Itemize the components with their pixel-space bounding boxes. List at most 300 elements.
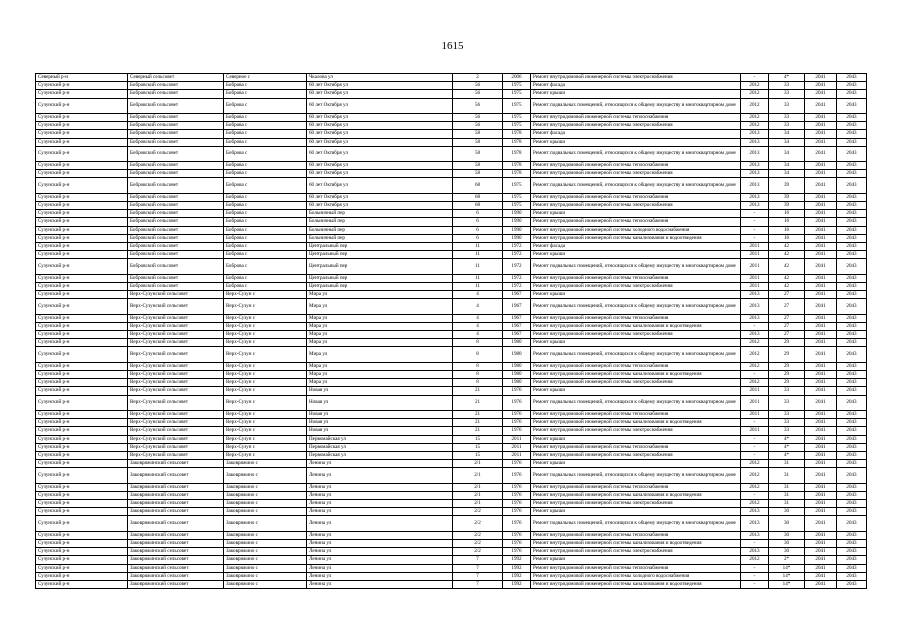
planned-year-cell: 2013 xyxy=(741,202,769,210)
street-cell: 60 лет Октября ул xyxy=(307,202,453,210)
council-cell: Заковряжинский сельсовет xyxy=(128,491,224,499)
locality-cell: Верх-Сузун с xyxy=(224,435,307,443)
planned-year-cell: 2012 xyxy=(741,556,769,564)
table-row xyxy=(36,548,867,556)
build-year-cell: 1975 xyxy=(503,82,531,90)
house-number-cell: 21 xyxy=(453,387,503,395)
table-row xyxy=(36,427,867,435)
council-cell: Верх-Сузунский сельсовет xyxy=(128,362,224,370)
street-cell: 60 лет Октября ул xyxy=(307,90,453,98)
planned-year-cell: 2013 xyxy=(741,291,769,299)
apartments-cell: 16 xyxy=(769,234,805,242)
district-cell: Сузунский р-н xyxy=(36,218,128,226)
period-start-cell: 2041 xyxy=(805,242,837,250)
street-cell: Ленина ул xyxy=(307,468,453,483)
apartments-cell: 33 xyxy=(769,90,805,98)
period-end-cell: 2043 xyxy=(837,540,867,548)
house-number-cell: 7 xyxy=(453,572,503,580)
work-type-cell: Ремонт внутридомовой инженерной системы канализования и водоотведения xyxy=(531,419,741,427)
street-cell: Мира ул xyxy=(307,379,453,387)
district-cell: Сузунский р-н xyxy=(36,540,128,548)
street-cell: 60 лет Октября ул xyxy=(307,122,453,130)
council-cell: Верх-Сузунский сельсовет xyxy=(128,314,224,322)
work-type-cell: Ремонт внутридомовой инженерной системы канализования и водоотведения xyxy=(531,371,741,379)
street-cell: Мира ул xyxy=(307,314,453,322)
period-end-cell: 2043 xyxy=(837,443,867,451)
work-type-cell: Ремонт внутридомовой инженерной системы электроснабжения xyxy=(531,74,741,82)
period-end-cell: 2043 xyxy=(837,435,867,443)
district-cell: Сузунский р-н xyxy=(36,130,128,138)
work-type-cell: Ремонт внутридомовой инженерной системы теплоснабжения xyxy=(531,113,741,121)
period-end-cell: 2043 xyxy=(837,98,867,113)
street-cell: Первомайская ул xyxy=(307,435,453,443)
repair-register-table xyxy=(35,73,867,589)
apartments-cell: 27 xyxy=(769,314,805,322)
work-type-cell: Ремонт внутридомовой инженерной системы электроснабжения xyxy=(531,170,741,178)
locality-cell: Верх-Сузун с xyxy=(224,331,307,339)
street-cell: Ленина ул xyxy=(307,500,453,508)
work-type-cell: Ремонт подвальных помещений, относящихся к общему имуществу в многоквартирном доме xyxy=(531,146,741,161)
table-row xyxy=(36,314,867,322)
district-cell: Сузунский р-н xyxy=(36,291,128,299)
planned-year-cell: 2011 xyxy=(741,259,769,274)
street-cell: 60 лет Октября ул xyxy=(307,146,453,161)
house-number-cell: 58 xyxy=(453,130,503,138)
period-end-cell: 2043 xyxy=(837,218,867,226)
work-type-cell: Ремонт внутридомовой инженерной системы теплоснабжения xyxy=(531,531,741,539)
period-end-cell: 2043 xyxy=(837,556,867,564)
work-type-cell: Ремонт внутридомовой инженерной системы электроснабжения xyxy=(531,548,741,556)
apartments-cell: 33 xyxy=(769,419,805,427)
table-row xyxy=(36,113,867,121)
planned-year-cell: - xyxy=(741,491,769,499)
planned-year-cell: 2011 xyxy=(741,282,769,290)
planned-year-cell: 2013 xyxy=(741,531,769,539)
planned-year-cell: 2011 xyxy=(741,410,769,418)
table-row xyxy=(36,580,867,588)
period-start-cell: 2041 xyxy=(805,202,837,210)
district-cell: Сузунский р-н xyxy=(36,162,128,170)
table-row xyxy=(36,130,867,138)
council-cell: Верх-Сузунский сельсовет xyxy=(128,299,224,314)
house-number-cell: 2/2 xyxy=(453,508,503,516)
work-type-cell: Ремонт крыши xyxy=(531,251,741,259)
planned-year-cell: - xyxy=(741,226,769,234)
planned-year-cell: 2013 xyxy=(741,299,769,314)
build-year-cell: 2011 xyxy=(503,435,531,443)
apartments-cell: 34 xyxy=(769,170,805,178)
table-row xyxy=(36,251,867,259)
planned-year-cell: 2012 xyxy=(741,90,769,98)
council-cell: Бобровский сельсовет xyxy=(128,282,224,290)
work-type-cell: Ремонт фасада xyxy=(531,82,741,90)
house-number-cell: 8 xyxy=(453,362,503,370)
apartments-cell: 29 xyxy=(769,362,805,370)
build-year-cell: 1992 xyxy=(503,564,531,572)
locality-cell: Заковряжино с xyxy=(224,468,307,483)
district-cell: Сузунский р-н xyxy=(36,468,128,483)
locality-cell: Верх-Сузун с xyxy=(224,299,307,314)
build-year-cell: 1972 xyxy=(503,274,531,282)
house-number-cell: 4 xyxy=(453,322,503,330)
period-end-cell: 2043 xyxy=(837,82,867,90)
work-type-cell: Ремонт подвальных помещений, относящихся к общему имуществу в многоквартирном доме xyxy=(531,299,741,314)
locality-cell: Заковряжино с xyxy=(224,500,307,508)
planned-year-cell: 2012 xyxy=(741,339,769,347)
apartments-cell: 33 xyxy=(769,98,805,113)
period-end-cell: 2043 xyxy=(837,322,867,330)
table-row xyxy=(36,226,867,234)
street-cell: 60 лет Октября ул xyxy=(307,138,453,146)
house-number-cell: 11 xyxy=(453,282,503,290)
build-year-cell: 2006 xyxy=(503,74,531,82)
period-end-cell: 2043 xyxy=(837,483,867,491)
district-cell: Сузунский р-н xyxy=(36,82,128,90)
street-cell: Новая ул xyxy=(307,387,453,395)
council-cell: Верх-Сузунский сельсовет xyxy=(128,451,224,459)
house-number-cell: 56 xyxy=(453,122,503,130)
apartments-cell: 39 xyxy=(769,202,805,210)
apartments-cell: 27 xyxy=(769,291,805,299)
table-row xyxy=(36,540,867,548)
house-number-cell: 58 xyxy=(453,138,503,146)
build-year-cell: 1975 xyxy=(503,122,531,130)
house-number-cell: 2/1 xyxy=(453,483,503,491)
apartments-cell: 34 xyxy=(769,162,805,170)
build-year-cell: 1972 xyxy=(503,251,531,259)
table-row xyxy=(36,210,867,218)
street-cell: Центральный пер xyxy=(307,259,453,274)
period-start-cell: 2041 xyxy=(805,443,837,451)
apartments-cell: 14* xyxy=(769,564,805,572)
work-type-cell: Ремонт крыши xyxy=(531,556,741,564)
apartments-cell: 42 xyxy=(769,274,805,282)
period-end-cell: 2043 xyxy=(837,170,867,178)
period-start-cell: 2041 xyxy=(805,178,837,193)
apartments-cell: 42 xyxy=(769,251,805,259)
build-year-cell: 1978 xyxy=(503,138,531,146)
district-cell: Сузунский р-н xyxy=(36,210,128,218)
locality-cell: Боброва с xyxy=(224,146,307,161)
planned-year-cell: - xyxy=(741,218,769,226)
street-cell: Новая ул xyxy=(307,410,453,418)
locality-cell: Верх-Сузун с xyxy=(224,347,307,362)
district-cell: Сузунский р-н xyxy=(36,556,128,564)
period-end-cell: 2043 xyxy=(837,202,867,210)
locality-cell: Верх-Сузун с xyxy=(224,427,307,435)
planned-year-cell: - xyxy=(741,234,769,242)
locality-cell: Верх-Сузун с xyxy=(224,322,307,330)
period-start-cell: 2041 xyxy=(805,218,837,226)
build-year-cell: 1990 xyxy=(503,210,531,218)
period-end-cell: 2043 xyxy=(837,74,867,82)
locality-cell: Заковряжино с xyxy=(224,540,307,548)
district-cell: Сузунский р-н xyxy=(36,379,128,387)
house-number-cell: 68 xyxy=(453,193,503,201)
planned-year-cell: 2013 xyxy=(741,162,769,170)
district-cell: Сузунский р-н xyxy=(36,282,128,290)
table-row xyxy=(36,460,867,468)
period-start-cell: 2041 xyxy=(805,556,837,564)
planned-year-cell: - xyxy=(741,564,769,572)
street-cell: Первомайская ул xyxy=(307,451,453,459)
apartments-cell: 27 xyxy=(769,331,805,339)
district-cell: Сузунский р-н xyxy=(36,122,128,130)
period-start-cell: 2041 xyxy=(805,540,837,548)
build-year-cell: 1972 xyxy=(503,282,531,290)
period-start-cell: 2041 xyxy=(805,491,837,499)
work-type-cell: Ремонт крыши xyxy=(531,138,741,146)
street-cell: Центральный пер xyxy=(307,242,453,250)
work-type-cell: Ремонт крыши xyxy=(531,460,741,468)
council-cell: Заковряжинский сельсовет xyxy=(128,556,224,564)
apartments-cell: 39 xyxy=(769,178,805,193)
district-cell: Сузунский р-н xyxy=(36,564,128,572)
district-cell: Сузунский р-н xyxy=(36,500,128,508)
table-row xyxy=(36,138,867,146)
period-start-cell: 2041 xyxy=(805,90,837,98)
street-cell: Больничный пер xyxy=(307,234,453,242)
house-number-cell: 58 xyxy=(453,170,503,178)
house-number-cell: 8 xyxy=(453,339,503,347)
work-type-cell: Ремонт крыши xyxy=(531,508,741,516)
locality-cell: Верх-Сузун с xyxy=(224,410,307,418)
table-row xyxy=(36,362,867,370)
locality-cell: Боброва с xyxy=(224,98,307,113)
apartments-cell: 34 xyxy=(769,130,805,138)
period-end-cell: 2043 xyxy=(837,395,867,410)
table-row xyxy=(36,82,867,90)
work-type-cell: Ремонт внутридомовой инженерной системы теплоснабжения xyxy=(531,483,741,491)
table-row xyxy=(36,322,867,330)
locality-cell: Боброва с xyxy=(224,90,307,98)
locality-cell: Верх-Сузун с xyxy=(224,387,307,395)
apartments-cell: 33 xyxy=(769,395,805,410)
planned-year-cell: 2011 xyxy=(741,387,769,395)
build-year-cell: 1972 xyxy=(503,242,531,250)
build-year-cell: 1976 xyxy=(503,548,531,556)
period-end-cell: 2043 xyxy=(837,379,867,387)
build-year-cell: 1980 xyxy=(503,371,531,379)
period-end-cell: 2043 xyxy=(837,234,867,242)
locality-cell: Верх-Сузун с xyxy=(224,395,307,410)
period-end-cell: 2043 xyxy=(837,90,867,98)
district-cell: Сузунский р-н xyxy=(36,202,128,210)
period-start-cell: 2041 xyxy=(805,74,837,82)
work-type-cell: Ремонт фасада xyxy=(531,130,741,138)
work-type-cell: Ремонт внутридомовой инженерной системы электроснабжения xyxy=(531,282,741,290)
council-cell: Верх-Сузунский сельсовет xyxy=(128,419,224,427)
period-end-cell: 2043 xyxy=(837,460,867,468)
district-cell: Сузунский р-н xyxy=(36,508,128,516)
build-year-cell: 1976 xyxy=(503,427,531,435)
period-end-cell: 2043 xyxy=(837,516,867,531)
table-row xyxy=(36,435,867,443)
build-year-cell: 1975 xyxy=(503,193,531,201)
work-type-cell: Ремонт внутридомовой инженерной системы теплоснабжения xyxy=(531,362,741,370)
locality-cell: Верх-Сузун с xyxy=(224,419,307,427)
table-row xyxy=(36,371,867,379)
table-row xyxy=(36,274,867,282)
table-row xyxy=(36,443,867,451)
locality-cell: Боброва с xyxy=(224,82,307,90)
district-cell: Сузунский р-н xyxy=(36,251,128,259)
period-end-cell: 2043 xyxy=(837,508,867,516)
build-year-cell: 1976 xyxy=(503,395,531,410)
build-year-cell: 1980 xyxy=(503,379,531,387)
period-end-cell: 2043 xyxy=(837,387,867,395)
apartments-cell: 33 xyxy=(769,427,805,435)
locality-cell: Боброва с xyxy=(224,226,307,234)
period-start-cell: 2041 xyxy=(805,146,837,161)
council-cell: Бобровский сельсовет xyxy=(128,170,224,178)
period-start-cell: 2041 xyxy=(805,531,837,539)
table-row xyxy=(36,500,867,508)
apartments-cell: 31 xyxy=(769,460,805,468)
council-cell: Бобровский сельсовет xyxy=(128,178,224,193)
period-start-cell: 2041 xyxy=(805,508,837,516)
planned-year-cell: 2011 xyxy=(741,427,769,435)
street-cell: Больничный пер xyxy=(307,226,453,234)
build-year-cell: 1976 xyxy=(503,531,531,539)
table-row xyxy=(36,410,867,418)
district-cell: Сузунский р-н xyxy=(36,193,128,201)
period-start-cell: 2041 xyxy=(805,387,837,395)
street-cell: Мира ул xyxy=(307,291,453,299)
period-start-cell: 2041 xyxy=(805,347,837,362)
planned-year-cell: 2012 xyxy=(741,500,769,508)
build-year-cell: 1976 xyxy=(503,468,531,483)
period-end-cell: 2043 xyxy=(837,138,867,146)
street-cell: Центральный пер xyxy=(307,282,453,290)
work-type-cell: Ремонт крыши xyxy=(531,339,741,347)
locality-cell: Заковряжино с xyxy=(224,564,307,572)
period-end-cell: 2043 xyxy=(837,274,867,282)
house-number-cell: 68 xyxy=(453,178,503,193)
district-cell: Сузунский р-н xyxy=(36,371,128,379)
build-year-cell: 1967 xyxy=(503,314,531,322)
district-cell: Сузунский р-н xyxy=(36,443,128,451)
street-cell: 60 лет Октября ул xyxy=(307,82,453,90)
council-cell: Верх-Сузунский сельсовет xyxy=(128,322,224,330)
district-cell: Сузунский р-н xyxy=(36,178,128,193)
house-number-cell: 11 xyxy=(453,242,503,250)
street-cell: Больничный пер xyxy=(307,218,453,226)
street-cell: 60 лет Октября ул xyxy=(307,193,453,201)
work-type-cell: Ремонт внутридомовой инженерной системы теплоснабжения xyxy=(531,274,741,282)
street-cell: Ленина ул xyxy=(307,580,453,588)
street-cell: Мира ул xyxy=(307,347,453,362)
apartments-cell: 30 xyxy=(769,516,805,531)
build-year-cell: 1992 xyxy=(503,580,531,588)
locality-cell: Боброва с xyxy=(224,138,307,146)
apartments-cell: 42 xyxy=(769,259,805,274)
apartments-cell: 4* xyxy=(769,435,805,443)
planned-year-cell: 2013 xyxy=(741,516,769,531)
council-cell: Верх-Сузунский сельсовет xyxy=(128,379,224,387)
period-start-cell: 2041 xyxy=(805,410,837,418)
council-cell: Верх-Сузунский сельсовет xyxy=(128,291,224,299)
planned-year-cell: - xyxy=(741,322,769,330)
build-year-cell: 2011 xyxy=(503,451,531,459)
work-type-cell: Ремонт внутридомовой инженерной системы электроснабжения xyxy=(531,122,741,130)
apartments-cell: 33 xyxy=(769,113,805,121)
period-start-cell: 2041 xyxy=(805,314,837,322)
house-number-cell: 8 xyxy=(453,347,503,362)
council-cell: Заковряжинский сельсовет xyxy=(128,483,224,491)
district-cell: Сузунский р-н xyxy=(36,226,128,234)
apartments-cell: 2* xyxy=(769,556,805,564)
locality-cell: Заковряжино с xyxy=(224,516,307,531)
table-row xyxy=(36,531,867,539)
planned-year-cell: 2013 xyxy=(741,138,769,146)
street-cell: Больничный пер xyxy=(307,210,453,218)
period-start-cell: 2041 xyxy=(805,362,837,370)
build-year-cell: 1967 xyxy=(503,331,531,339)
district-cell: Сузунский р-н xyxy=(36,98,128,113)
period-end-cell: 2043 xyxy=(837,410,867,418)
street-cell: Ленина ул xyxy=(307,531,453,539)
locality-cell: Заковряжино с xyxy=(224,508,307,516)
planned-year-cell: 2012 xyxy=(741,362,769,370)
house-number-cell: 6 xyxy=(453,234,503,242)
locality-cell: Боброва с xyxy=(224,170,307,178)
period-end-cell: 2043 xyxy=(837,564,867,572)
house-number-cell: 2/1 xyxy=(453,491,503,499)
council-cell: Бобровский сельсовет xyxy=(128,146,224,161)
planned-year-cell: 2012 xyxy=(741,113,769,121)
street-cell: 60 лет Октября ул xyxy=(307,162,453,170)
planned-year-cell: - xyxy=(741,540,769,548)
period-start-cell: 2041 xyxy=(805,210,837,218)
table-row xyxy=(36,90,867,98)
planned-year-cell: 2012 xyxy=(741,379,769,387)
planned-year-cell: 2013 xyxy=(741,314,769,322)
table-row xyxy=(36,299,867,314)
street-cell: 60 лет Октября ул xyxy=(307,178,453,193)
house-number-cell: 2/1 xyxy=(453,468,503,483)
work-type-cell: Ремонт внутридомовой инженерной системы холодного водоснабжения xyxy=(531,572,741,580)
period-start-cell: 2041 xyxy=(805,274,837,282)
district-cell: Сузунский р-н xyxy=(36,146,128,161)
planned-year-cell: 2012 xyxy=(741,82,769,90)
locality-cell: Верх-Сузун с xyxy=(224,371,307,379)
build-year-cell: 1992 xyxy=(503,556,531,564)
street-cell: Новая ул xyxy=(307,419,453,427)
period-end-cell: 2043 xyxy=(837,193,867,201)
planned-year-cell: 2012 xyxy=(741,468,769,483)
period-start-cell: 2041 xyxy=(805,82,837,90)
district-cell: Сузунский р-н xyxy=(36,483,128,491)
apartments-cell: 34 xyxy=(769,146,805,161)
build-year-cell: 1975 xyxy=(503,202,531,210)
council-cell: Заковряжинский сельсовет xyxy=(128,548,224,556)
street-cell: Ленина ул xyxy=(307,540,453,548)
street-cell: Первомайская ул xyxy=(307,443,453,451)
table-row xyxy=(36,122,867,130)
build-year-cell: 1990 xyxy=(503,218,531,226)
council-cell: Верх-Сузунский сельсовет xyxy=(128,339,224,347)
table-row xyxy=(36,419,867,427)
planned-year-cell: - xyxy=(741,580,769,588)
apartments-cell: 39 xyxy=(769,193,805,201)
work-type-cell: Ремонт крыши xyxy=(531,435,741,443)
planned-year-cell: - xyxy=(741,371,769,379)
period-start-cell: 2041 xyxy=(805,419,837,427)
table-row xyxy=(36,162,867,170)
house-number-cell: 4 xyxy=(453,331,503,339)
build-year-cell: 1976 xyxy=(503,460,531,468)
